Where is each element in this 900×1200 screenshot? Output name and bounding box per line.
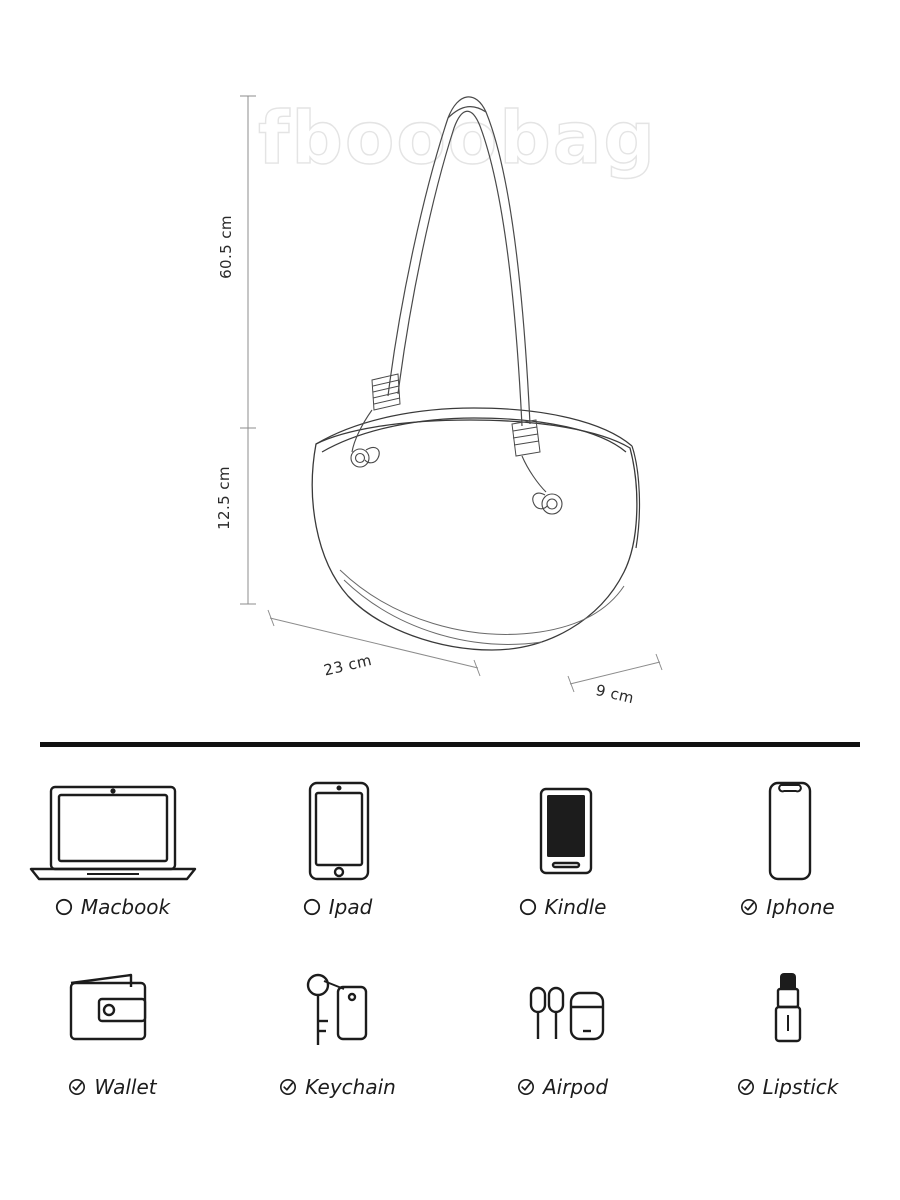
capacity-item-keychain (225, 955, 450, 1135)
bag-body (312, 420, 637, 650)
phone-icon (728, 775, 848, 883)
capacity-label: Kindle (544, 895, 607, 919)
keychain-icon (268, 955, 408, 1063)
capacity-caption (737, 1075, 839, 1099)
capacity-panel (0, 775, 900, 1175)
height-measure-bracket (240, 96, 256, 604)
capacity-item-iphone (675, 775, 900, 955)
checkbox-unchecked-icon[interactable] (519, 898, 537, 916)
dimension-label-total-height: 60.5 cm (217, 215, 235, 279)
capacity-row (0, 775, 900, 955)
laptop-icon (23, 775, 203, 883)
earbuds-icon (493, 955, 633, 1063)
checkbox-checked-icon[interactable] (740, 898, 758, 916)
capacity-item-airpod (450, 955, 675, 1135)
checkbox-checked-icon[interactable] (517, 1078, 535, 1096)
capacity-item-kindle (450, 775, 675, 955)
lipstick-icon (728, 955, 848, 1063)
section-divider (40, 742, 860, 747)
capacity-caption (279, 1075, 396, 1099)
capacity-label: Keychain (305, 1075, 396, 1099)
dimension-label-depth: 9 cm (593, 681, 636, 708)
ereader-icon (503, 775, 623, 883)
capacity-caption (303, 895, 373, 919)
shoulder-strap (388, 97, 530, 426)
dimension-label-bag-height: 12.5 cm (215, 466, 233, 530)
capacity-item-macbook (0, 775, 225, 955)
capacity-label: Ipad (328, 895, 373, 919)
capacity-caption (55, 895, 170, 919)
capacity-label: Wallet (94, 1075, 157, 1099)
capacity-label: Iphone (766, 895, 835, 919)
dimension-label-width: 23 cm (322, 651, 374, 680)
checkbox-checked-icon[interactable] (68, 1078, 86, 1096)
capacity-row (0, 955, 900, 1135)
checkbox-unchecked-icon[interactable] (55, 898, 73, 916)
checkbox-checked-icon[interactable] (279, 1078, 297, 1096)
capacity-caption (68, 1075, 156, 1099)
capacity-caption (517, 1075, 608, 1099)
checkbox-checked-icon[interactable] (737, 1078, 755, 1096)
capacity-label: Airpod (542, 1075, 609, 1099)
capacity-label: Macbook (80, 895, 171, 919)
capacity-caption (740, 895, 835, 919)
capacity-item-lipstick (675, 955, 900, 1135)
capacity-caption (519, 895, 607, 919)
strap-wrap-left (372, 374, 400, 410)
tablet-icon (278, 775, 398, 883)
checkbox-unchecked-icon[interactable] (303, 898, 321, 916)
capacity-item-ipad (225, 775, 450, 955)
capacity-label: Lipstick (762, 1075, 839, 1099)
wallet-icon (43, 955, 183, 1063)
capacity-item-wallet (0, 955, 225, 1135)
watermark-text: fbooobag (258, 96, 657, 180)
